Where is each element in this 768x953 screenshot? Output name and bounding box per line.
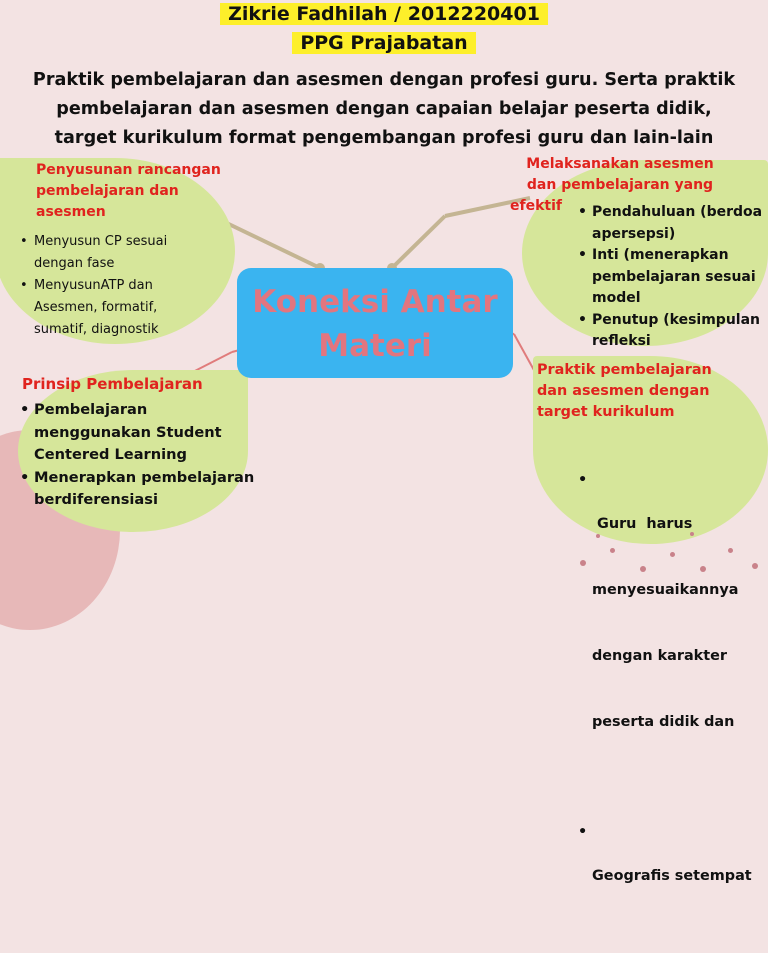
header: [0, 0, 768, 58]
author-label: Zikrie Fadhilah / 2012220401: [220, 3, 548, 25]
list-item: • Menerapkan pembelajaran berdiferensiasi: [18, 467, 278, 512]
node-bottom-left-list: [18, 399, 278, 512]
list-item: • Guru harus menyesuaikannya dengan karakter peserta didik dan: [576, 469, 766, 777]
subtitle-line: pembelajaran dan asesmen dengan capaian belajar peserta didik,: [56, 99, 712, 119]
node-bottom-right-heading: Praktik pembelajaran dan asesmen dengan target kurikulum: [537, 362, 712, 420]
node-bottom-left-heading: Prinsip Pembelajaran: [22, 375, 203, 393]
list-item: • Menyusun CP sesuai dengan fase: [18, 231, 218, 275]
list-item: • Penutup (kesimpulan refleksi: [576, 310, 768, 353]
center-title-line-2: Materi: [318, 328, 432, 364]
node-top-left: [36, 160, 246, 223]
center-node: [237, 268, 513, 378]
node-top-right-heading: Melaksanakan asesmen dan pembelajaran yang efektif: [510, 156, 714, 214]
subtitle: [0, 66, 768, 153]
list-item: • Inti (menerapkan pembelajaran sesuai model: [576, 245, 768, 310]
list-item: • Geografis setempat: [576, 821, 766, 931]
list-item: • Pembelajaran menggunakan Student Centered Learning: [18, 399, 278, 467]
node-top-left-list: [18, 231, 218, 341]
list-item: • MenyusunATP dan Asesmen, formatif, sumatif, diagnostik: [18, 275, 218, 341]
center-title-line-1: Koneksi Antar: [252, 284, 498, 320]
subtitle-line: Praktik pembelajaran dan asesmen dengan profesi guru. Serta praktik: [32, 70, 736, 90]
list-item: • Pendahuluan (berdoa apersepsi): [576, 202, 768, 245]
node-bottom-right-list: [576, 425, 766, 953]
subtitle-line: target kurikulum format pengembangan profesi guru dan lain-lain: [54, 128, 714, 148]
node-heading: Penyusunan rancangan pembelajaran dan asesmen: [36, 162, 221, 220]
program-label: PPG Prajabatan: [292, 32, 475, 54]
connector-top-right: [392, 216, 445, 268]
node-top-right-list: [576, 202, 768, 353]
